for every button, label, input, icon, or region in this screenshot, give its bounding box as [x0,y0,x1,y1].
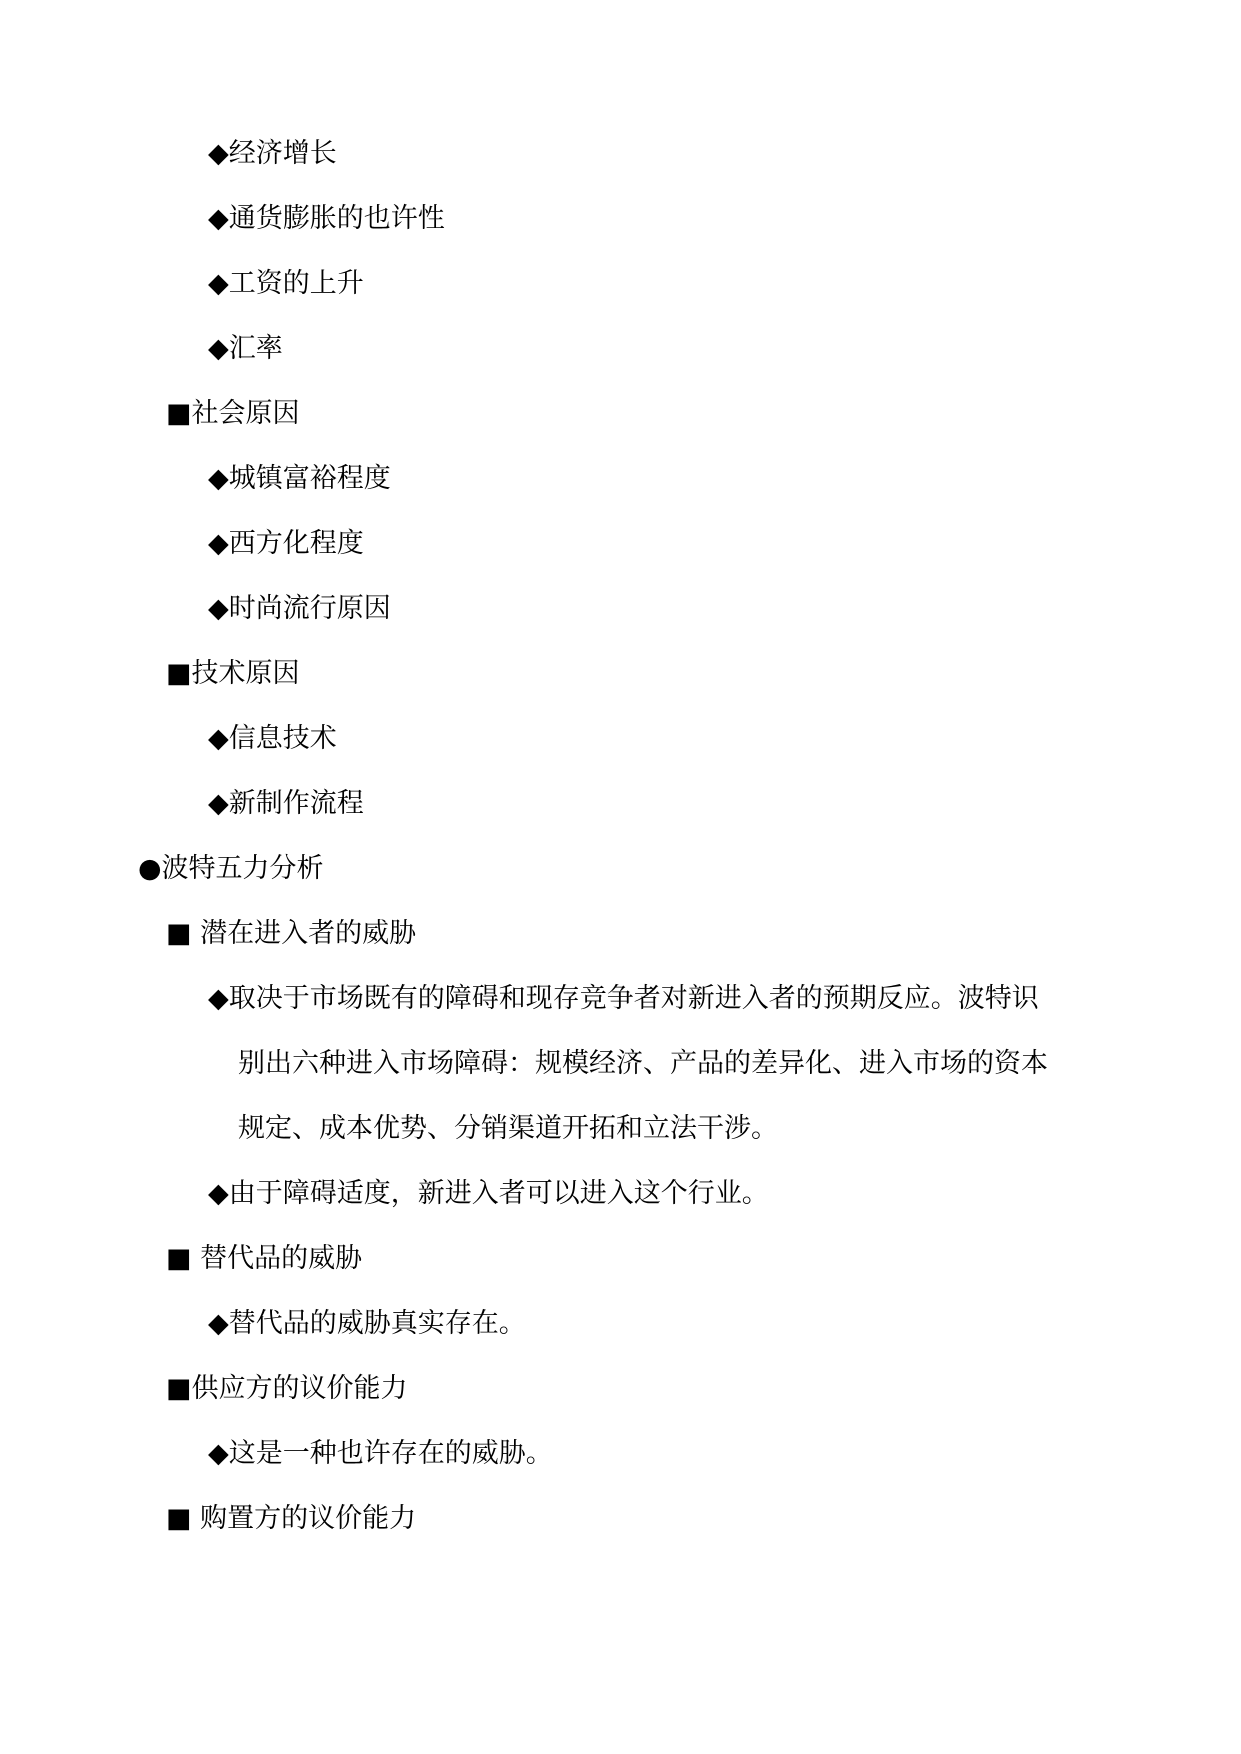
heading-threat-new-entrants: ■ 潜在进入者的威胁 [166,918,417,949]
bullet-information-technology: ◆信息技术 [208,723,337,754]
paragraph-entry-barriers-cont1: 别出六种进入市场障碍：规模经济、产品的差异化、进入市场的资本 [238,1048,1048,1079]
bullet-new-production-process: ◆新制作流程 [208,788,364,819]
paragraph-entry-barriers-cont2: 规定、成本优势、分销渠道开拓和立法干涉。 [238,1113,778,1144]
heading-technical-factors: ■技术原因 [166,658,300,689]
heading-threat-substitutes: ■ 替代品的威胁 [166,1243,363,1274]
bullet-moderate-barriers: ◆由于障碍适度，新进入者可以进入这个行业。 [208,1178,769,1209]
bullet-westernization: ◆西方化程度 [208,528,364,559]
bullet-exchange-rate: ◆汇率 [208,333,283,364]
bullet-wage-increase: ◆工资的上升 [208,268,364,299]
bullet-possible-threat: ◆这是一种也许存在的威胁。 [208,1438,553,1469]
heading-social-factors: ■社会原因 [166,398,300,429]
bullet-urban-wealth: ◆城镇富裕程度 [208,463,391,494]
bullet-economic-growth: ◆经济增长 [208,138,337,169]
heading-porter-five-forces: ●波特五力分析 [138,853,324,884]
heading-supplier-power: ■供应方的议价能力 [166,1373,408,1404]
bullet-fashion-trends: ◆时尚流行原因 [208,593,391,624]
heading-buyer-power: ■ 购置方的议价能力 [166,1503,417,1534]
bullet-substitutes-real: ◆替代品的威胁真实存在。 [208,1308,526,1339]
paragraph-entry-barriers: ◆取决于市场既有的障碍和现存竞争者对新进入者的预期反应。波特识 [208,983,1039,1014]
bullet-inflation-possibility: ◆通货膨胀的也许性 [208,203,445,234]
